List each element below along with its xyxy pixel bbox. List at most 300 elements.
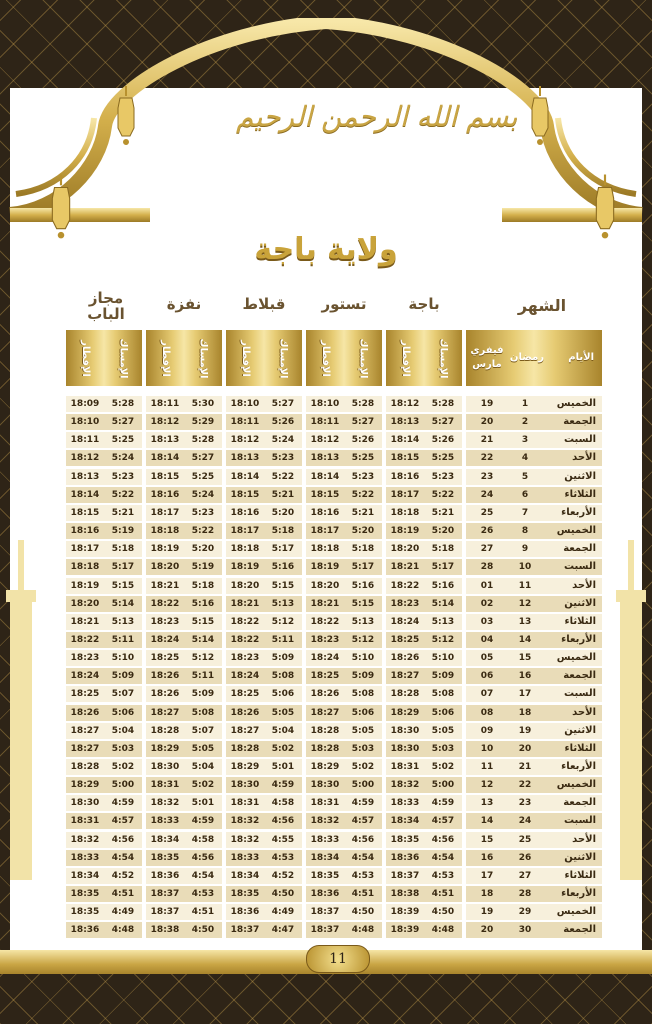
ramadan-day-cell: 15 <box>518 653 532 663</box>
testour-imsak-cell: 5:17 <box>351 562 375 572</box>
beja-iftar-cell: 18:39 <box>390 925 420 935</box>
table-row <box>0 832 652 850</box>
table-row <box>0 886 652 904</box>
medjez-iftar-cell: 18:35 <box>70 889 100 899</box>
medjez-iftar-cell: 18:24 <box>70 671 100 681</box>
nefza-iftar-cell: 18:23 <box>150 617 180 627</box>
greg-day-cell: 20 <box>480 417 494 427</box>
greg-day-cell: 11 <box>480 762 494 772</box>
goubellat-iftar-cell: 18:26 <box>230 708 260 718</box>
weekday-cell: الاثنين <box>564 598 596 609</box>
greg-day-cell: 18 <box>480 889 494 899</box>
medjez-iftar-cell: 18:30 <box>70 798 100 808</box>
goubellat-iftar-cell: 18:10 <box>230 399 260 409</box>
goubellat-imsak-cell: 5:05 <box>271 708 295 718</box>
medjez-imsak-cell: 5:24 <box>111 453 135 463</box>
table-row <box>0 523 652 541</box>
goubellat-iftar-cell: 18:24 <box>230 671 260 681</box>
table-row <box>0 487 652 505</box>
testour-imsak-cell: 5:03 <box>351 744 375 754</box>
medjez-imsak-cell: 5:18 <box>111 544 135 554</box>
beja-imsak-cell: 4:53 <box>431 871 455 881</box>
table-row <box>0 795 652 813</box>
beja-imsak-cell: 4:59 <box>431 798 455 808</box>
ramadan-day-cell: 14 <box>518 635 532 645</box>
nefza-iftar-cell: 18:32 <box>150 798 180 808</box>
medjez-imsak-cell: 5:09 <box>111 671 135 681</box>
testour-imsak-cell: 4:53 <box>351 871 375 881</box>
label-greg-months: فيفري مارس <box>470 345 504 370</box>
table-row <box>0 559 652 577</box>
medjez-imsak-cell: 5:17 <box>111 562 135 572</box>
nefza-iftar-cell: 18:15 <box>150 472 180 482</box>
lantern-icon <box>48 170 74 244</box>
ramadan-day-cell: 13 <box>518 617 532 627</box>
beja-iftar-cell: 18:15 <box>390 453 420 463</box>
testour-imsak-cell: 5:15 <box>351 599 375 609</box>
beja-iftar-cell: 18:13 <box>390 417 420 427</box>
testour-iftar-cell: 18:14 <box>310 472 340 482</box>
goubellat-imsak-cell: 5:21 <box>271 490 295 500</box>
weekday-cell: الثلاثاء <box>564 489 596 500</box>
nefza-iftar-cell: 18:12 <box>150 417 180 427</box>
greg-day-cell: 09 <box>480 726 494 736</box>
weekday-cell: الأربعاء <box>561 761 596 772</box>
weekday-cell: الاثنين <box>564 471 596 482</box>
label-imsak: الإمساك <box>437 337 449 379</box>
greg-day-cell: 06 <box>480 671 494 681</box>
testour-iftar-cell: 18:25 <box>310 671 340 681</box>
goubellat-iftar-cell: 18:29 <box>230 762 260 772</box>
testour-imsak-cell: 5:23 <box>351 472 375 482</box>
nefza-iftar-cell: 18:38 <box>150 925 180 935</box>
nefza-iftar-cell: 18:14 <box>150 453 180 463</box>
goubellat-imsak-cell: 5:08 <box>271 671 295 681</box>
beja-iftar-cell: 18:31 <box>390 762 420 772</box>
goubellat-imsak-cell: 4:53 <box>271 853 295 863</box>
ramadan-day-cell: 4 <box>521 453 529 463</box>
ramadan-day-cell: 5 <box>521 472 529 482</box>
ramadan-day-cell: 23 <box>518 798 532 808</box>
testour-iftar-cell: 18:35 <box>310 871 340 881</box>
nefza-imsak-cell: 4:54 <box>191 871 215 881</box>
goubellat-imsak-cell: 5:15 <box>271 581 295 591</box>
testour-imsak-cell: 5:16 <box>351 581 375 591</box>
table-row <box>0 850 652 868</box>
goubellat-iftar-cell: 18:18 <box>230 544 260 554</box>
greg-day-cell: 03 <box>480 617 494 627</box>
ramadan-day-cell: 22 <box>518 780 532 790</box>
ramadan-day-cell: 16 <box>518 671 532 681</box>
medjez-imsak-cell: 5:19 <box>111 526 135 536</box>
medjez-imsak-cell: 5:06 <box>111 708 135 718</box>
testour-imsak-cell: 4:57 <box>351 816 375 826</box>
weekday-cell: الخميس <box>556 652 596 663</box>
nefza-imsak-cell: 4:50 <box>191 925 215 935</box>
weekday-cell: الجمعة <box>563 416 596 427</box>
ramadan-day-cell: 30 <box>518 925 532 935</box>
weekday-cell: الاثنين <box>564 725 596 736</box>
table-row <box>0 705 652 723</box>
testour-imsak-cell: 5:09 <box>351 671 375 681</box>
medjez-imsak-cell: 4:56 <box>111 835 135 845</box>
beja-iftar-cell: 18:16 <box>390 472 420 482</box>
greg-day-cell: 19 <box>480 399 494 409</box>
medjez-iftar-cell: 18:09 <box>70 399 100 409</box>
nefza-iftar-cell: 18:29 <box>150 744 180 754</box>
nefza-iftar-cell: 18:31 <box>150 780 180 790</box>
header-beja: باجة <box>408 295 440 313</box>
testour-imsak-cell: 5:28 <box>351 399 375 409</box>
weekday-cell: السبت <box>563 688 596 699</box>
testour-iftar-cell: 18:37 <box>310 907 340 917</box>
beja-imsak-cell: 5:06 <box>431 708 455 718</box>
table-row <box>0 632 652 650</box>
beja-imsak-cell: 5:21 <box>431 508 455 518</box>
table-row <box>0 777 652 795</box>
testour-iftar-cell: 18:28 <box>310 744 340 754</box>
beja-iftar-cell: 18:21 <box>390 562 420 572</box>
nefza-imsak-cell: 5:05 <box>191 744 215 754</box>
weekday-cell: الجمعة <box>563 797 596 808</box>
beja-imsak-cell: 5:02 <box>431 762 455 772</box>
testour-imsak-cell: 4:50 <box>351 907 375 917</box>
testour-iftar-cell: 18:32 <box>310 816 340 826</box>
subheader-medjez <box>66 330 142 386</box>
weekday-cell: السبت <box>563 561 596 572</box>
weekday-cell: الجمعة <box>563 670 596 681</box>
nefza-iftar-cell: 18:11 <box>150 399 180 409</box>
medjez-iftar-cell: 18:34 <box>70 871 100 881</box>
goubellat-iftar-cell: 18:15 <box>230 490 260 500</box>
medjez-iftar-cell: 18:16 <box>70 526 100 536</box>
testour-iftar-cell: 18:20 <box>310 581 340 591</box>
nefza-iftar-cell: 18:28 <box>150 726 180 736</box>
testour-iftar-cell: 18:21 <box>310 599 340 609</box>
label-iftar: الإفطار <box>79 339 91 377</box>
testour-imsak-cell: 5:02 <box>351 762 375 772</box>
subheader-days <box>466 330 602 386</box>
beja-imsak-cell: 5:09 <box>431 671 455 681</box>
goubellat-imsak-cell: 5:16 <box>271 562 295 572</box>
nefza-iftar-cell: 18:13 <box>150 435 180 445</box>
nefza-imsak-cell: 5:30 <box>191 399 215 409</box>
nefza-iftar-cell: 18:37 <box>150 889 180 899</box>
ramadan-day-cell: 1 <box>521 399 529 409</box>
medjez-imsak-cell: 4:51 <box>111 889 135 899</box>
nefza-imsak-cell: 5:28 <box>191 435 215 445</box>
testour-imsak-cell: 5:13 <box>351 617 375 627</box>
nefza-imsak-cell: 5:16 <box>191 599 215 609</box>
greg-day-cell: 05 <box>480 653 494 663</box>
goubellat-imsak-cell: 5:26 <box>271 417 295 427</box>
table-row <box>0 505 652 523</box>
beja-imsak-cell: 5:26 <box>431 435 455 445</box>
testour-iftar-cell: 18:26 <box>310 689 340 699</box>
medjez-iftar-cell: 18:23 <box>70 653 100 663</box>
goubellat-imsak-cell: 4:47 <box>271 925 295 935</box>
table-row <box>0 868 652 886</box>
medjez-iftar-cell: 18:17 <box>70 544 100 554</box>
table-row <box>0 614 652 632</box>
testour-iftar-cell: 18:29 <box>310 762 340 772</box>
nefza-iftar-cell: 18:18 <box>150 526 180 536</box>
medjez-imsak-cell: 5:28 <box>111 399 135 409</box>
goubellat-iftar-cell: 18:13 <box>230 453 260 463</box>
medjez-imsak-cell: 5:21 <box>111 508 135 518</box>
greg-day-cell: 24 <box>480 490 494 500</box>
testour-imsak-cell: 5:00 <box>351 780 375 790</box>
beja-iftar-cell: 18:37 <box>390 871 420 881</box>
testour-iftar-cell: 18:19 <box>310 562 340 572</box>
beja-imsak-cell: 4:54 <box>431 853 455 863</box>
beja-imsak-cell: 4:48 <box>431 925 455 935</box>
beja-iftar-cell: 18:38 <box>390 889 420 899</box>
medjez-iftar-cell: 18:22 <box>70 635 100 645</box>
ramadan-day-cell: 25 <box>518 835 532 845</box>
nefza-iftar-cell: 18:34 <box>150 835 180 845</box>
beja-imsak-cell: 5:18 <box>431 544 455 554</box>
nefza-imsak-cell: 5:18 <box>191 581 215 591</box>
testour-iftar-cell: 18:18 <box>310 544 340 554</box>
greg-day-cell: 15 <box>480 835 494 845</box>
weekday-cell: الأحد <box>572 580 596 591</box>
goubellat-iftar-cell: 18:31 <box>230 798 260 808</box>
weekday-cell: الخميس <box>556 525 596 536</box>
goubellat-imsak-cell: 5:01 <box>271 762 295 772</box>
goubellat-imsak-cell: 5:27 <box>271 399 295 409</box>
lantern-icon <box>592 170 618 244</box>
testour-iftar-cell: 18:11 <box>310 417 340 427</box>
testour-imsak-cell: 4:56 <box>351 835 375 845</box>
beja-iftar-cell: 18:33 <box>390 798 420 808</box>
beja-iftar-cell: 18:29 <box>390 708 420 718</box>
testour-iftar-cell: 18:33 <box>310 835 340 845</box>
weekday-cell: الجمعة <box>563 543 596 554</box>
weekday-cell: الأحد <box>572 452 596 463</box>
ramadan-day-cell: 27 <box>518 871 532 881</box>
nefza-imsak-cell: 4:51 <box>191 907 215 917</box>
nefza-imsak-cell: 4:58 <box>191 835 215 845</box>
nefza-imsak-cell: 5:22 <box>191 526 215 536</box>
beja-iftar-cell: 18:25 <box>390 635 420 645</box>
header-nefza: نفزة <box>166 295 202 313</box>
nefza-iftar-cell: 18:33 <box>150 816 180 826</box>
goubellat-iftar-cell: 18:32 <box>230 816 260 826</box>
testour-imsak-cell: 4:48 <box>351 925 375 935</box>
greg-day-cell: 01 <box>480 581 494 591</box>
goubellat-imsak-cell: 4:55 <box>271 835 295 845</box>
nefza-imsak-cell: 5:08 <box>191 708 215 718</box>
medjez-iftar-cell: 18:18 <box>70 562 100 572</box>
beja-imsak-cell: 5:00 <box>431 780 455 790</box>
goubellat-iftar-cell: 18:30 <box>230 780 260 790</box>
testour-imsak-cell: 5:27 <box>351 417 375 427</box>
nefza-imsak-cell: 5:04 <box>191 762 215 772</box>
beja-iftar-cell: 18:18 <box>390 508 420 518</box>
goubellat-imsak-cell: 4:52 <box>271 871 295 881</box>
goubellat-iftar-cell: 18:35 <box>230 889 260 899</box>
goubellat-imsak-cell: 5:22 <box>271 472 295 482</box>
goubellat-imsak-cell: 5:04 <box>271 726 295 736</box>
table-row <box>0 469 652 487</box>
medjez-iftar-cell: 18:27 <box>70 744 100 754</box>
beja-iftar-cell: 18:30 <box>390 726 420 736</box>
testour-imsak-cell: 5:05 <box>351 726 375 736</box>
nefza-imsak-cell: 5:25 <box>191 472 215 482</box>
greg-day-cell: 12 <box>480 780 494 790</box>
beja-imsak-cell: 5:12 <box>431 635 455 645</box>
goubellat-imsak-cell: 5:18 <box>271 526 295 536</box>
page-number: 11 <box>306 945 370 973</box>
nefza-imsak-cell: 5:19 <box>191 562 215 572</box>
testour-imsak-cell: 5:21 <box>351 508 375 518</box>
medjez-imsak-cell: 5:02 <box>111 762 135 772</box>
testour-iftar-cell: 18:28 <box>310 726 340 736</box>
testour-imsak-cell: 4:51 <box>351 889 375 899</box>
goubellat-iftar-cell: 18:11 <box>230 417 260 427</box>
table-row <box>0 686 652 704</box>
nefza-imsak-cell: 5:12 <box>191 653 215 663</box>
beja-iftar-cell: 18:24 <box>390 617 420 627</box>
greg-day-cell: 14 <box>480 816 494 826</box>
goubellat-iftar-cell: 18:37 <box>230 925 260 935</box>
nefza-imsak-cell: 5:11 <box>191 671 215 681</box>
ramadan-day-cell: 3 <box>521 435 529 445</box>
weekday-cell: الثلاثاء <box>564 743 596 754</box>
ramadan-day-cell: 17 <box>518 689 532 699</box>
goubellat-iftar-cell: 18:19 <box>230 562 260 572</box>
header-testour: تستور <box>321 295 367 313</box>
subheader-nefza <box>146 330 222 386</box>
medjez-imsak-cell: 5:14 <box>111 599 135 609</box>
table-row <box>0 904 652 922</box>
table-row <box>0 813 652 831</box>
goubellat-iftar-cell: 18:21 <box>230 599 260 609</box>
goubellat-imsak-cell: 5:12 <box>271 617 295 627</box>
weekday-cell: السبت <box>563 434 596 445</box>
beja-iftar-cell: 18:30 <box>390 744 420 754</box>
beja-imsak-cell: 5:08 <box>431 689 455 699</box>
beja-imsak-cell: 4:56 <box>431 835 455 845</box>
nefza-imsak-cell: 5:24 <box>191 490 215 500</box>
beja-iftar-cell: 18:32 <box>390 780 420 790</box>
medjez-imsak-cell: 5:15 <box>111 581 135 591</box>
ramadan-day-cell: 18 <box>518 708 532 718</box>
beja-iftar-cell: 18:34 <box>390 816 420 826</box>
goubellat-iftar-cell: 18:33 <box>230 853 260 863</box>
nefza-imsak-cell: 5:14 <box>191 635 215 645</box>
nefza-imsak-cell: 5:23 <box>191 508 215 518</box>
nefza-iftar-cell: 18:35 <box>150 853 180 863</box>
medjez-iftar-cell: 18:12 <box>70 453 100 463</box>
weekday-cell: الأحد <box>572 834 596 845</box>
weekday-cell: السبت <box>563 815 596 826</box>
table-row <box>0 723 652 741</box>
nefza-iftar-cell: 18:16 <box>150 490 180 500</box>
testour-imsak-cell: 5:06 <box>351 708 375 718</box>
label-iftar: الإفطار <box>399 339 411 377</box>
beja-imsak-cell: 5:20 <box>431 526 455 536</box>
greg-day-cell: 27 <box>480 544 494 554</box>
testour-iftar-cell: 18:36 <box>310 889 340 899</box>
ramadan-day-cell: 28 <box>518 889 532 899</box>
beja-iftar-cell: 18:36 <box>390 853 420 863</box>
testour-iftar-cell: 18:23 <box>310 635 340 645</box>
nefza-iftar-cell: 18:21 <box>150 581 180 591</box>
ramadan-day-cell: 21 <box>518 762 532 772</box>
greg-day-cell: 20 <box>480 925 494 935</box>
greg-day-cell: 19 <box>480 907 494 917</box>
medjez-iftar-cell: 18:25 <box>70 689 100 699</box>
medjez-imsak-cell: 5:04 <box>111 726 135 736</box>
table-row <box>0 759 652 777</box>
goubellat-iftar-cell: 18:16 <box>230 508 260 518</box>
subheader-goubellat <box>226 330 302 386</box>
nefza-imsak-cell: 4:53 <box>191 889 215 899</box>
table-row <box>0 650 652 668</box>
beja-iftar-cell: 18:17 <box>390 490 420 500</box>
page-title: ولاية باجة <box>254 232 398 267</box>
medjez-imsak-cell: 5:23 <box>111 472 135 482</box>
testour-iftar-cell: 18:37 <box>310 925 340 935</box>
beja-imsak-cell: 5:25 <box>431 453 455 463</box>
nefza-iftar-cell: 18:36 <box>150 871 180 881</box>
testour-iftar-cell: 18:34 <box>310 853 340 863</box>
testour-iftar-cell: 18:24 <box>310 653 340 663</box>
goubellat-iftar-cell: 18:32 <box>230 835 260 845</box>
testour-imsak-cell: 5:22 <box>351 490 375 500</box>
medjez-iftar-cell: 18:32 <box>70 835 100 845</box>
goubellat-iftar-cell: 18:22 <box>230 617 260 627</box>
goubellat-iftar-cell: 18:28 <box>230 744 260 754</box>
nefza-imsak-cell: 5:02 <box>191 780 215 790</box>
medjez-iftar-cell: 18:36 <box>70 925 100 935</box>
lantern-icon <box>114 86 138 146</box>
testour-imsak-cell: 5:25 <box>351 453 375 463</box>
subheader-testour <box>306 330 382 386</box>
weekday-cell: الثلاثاء <box>564 616 596 627</box>
beja-iftar-cell: 18:14 <box>390 435 420 445</box>
lantern-icon <box>528 86 552 146</box>
label-iftar: الإفطار <box>319 339 331 377</box>
testour-imsak-cell: 5:18 <box>351 544 375 554</box>
testour-iftar-cell: 18:17 <box>310 526 340 536</box>
testour-iftar-cell: 18:22 <box>310 617 340 627</box>
beja-iftar-cell: 18:19 <box>390 526 420 536</box>
beja-imsak-cell: 5:14 <box>431 599 455 609</box>
ramadan-day-cell: 12 <box>518 599 532 609</box>
nefza-imsak-cell: 4:59 <box>191 816 215 826</box>
beja-imsak-cell: 5:05 <box>431 726 455 736</box>
greg-day-cell: 21 <box>480 435 494 445</box>
goubellat-iftar-cell: 18:34 <box>230 871 260 881</box>
medjez-imsak-cell: 5:10 <box>111 653 135 663</box>
goubellat-iftar-cell: 18:22 <box>230 635 260 645</box>
medjez-imsak-cell: 5:22 <box>111 490 135 500</box>
ramadan-day-cell: 26 <box>518 853 532 863</box>
beja-iftar-cell: 18:27 <box>390 671 420 681</box>
beja-imsak-cell: 5:27 <box>431 417 455 427</box>
beja-imsak-cell: 5:17 <box>431 562 455 572</box>
nefza-imsak-cell: 4:56 <box>191 853 215 863</box>
label-iftar: الإفطار <box>239 339 251 377</box>
goubellat-iftar-cell: 18:14 <box>230 472 260 482</box>
medjez-imsak-cell: 5:13 <box>111 617 135 627</box>
goubellat-imsak-cell: 5:20 <box>271 508 295 518</box>
goubellat-imsak-cell: 4:50 <box>271 889 295 899</box>
testour-imsak-cell: 5:26 <box>351 435 375 445</box>
